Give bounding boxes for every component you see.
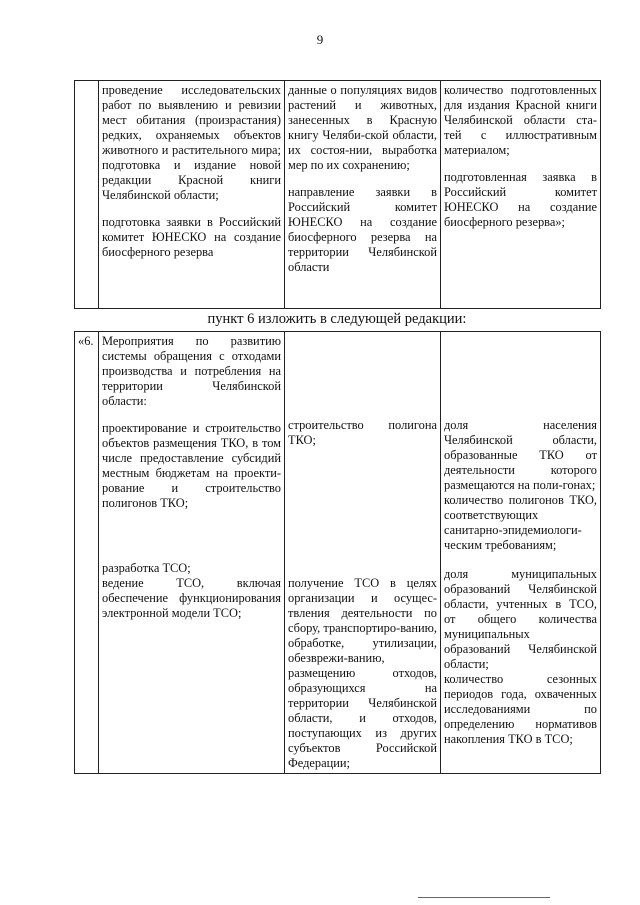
- footer-rule: [418, 897, 550, 898]
- result-item: направление заявки в Российский комитет ЮНЕСКО на создание биосферного резерва на территории Челябинской области: [288, 185, 437, 274]
- action-item: разработка ТСО; ведение ТСО, включая обеспечение функционирования электронной модели ТСО;: [102, 561, 281, 620]
- result-item: получение ТСО в целях организации и осущес-твления деятельности по сбору, транспортиро-ванию, обработке, утилизации, обезврежи-ванию, размещению отходов, образующихся на территории Челябинской области, и отходов, поступающих из других субъектов Российской Федерации;: [288, 576, 437, 770]
- measures-table-item-6: [74, 331, 601, 774]
- page-number: 9: [316, 32, 324, 47]
- result-item: строительство полигона ТКО;: [288, 418, 437, 447]
- section-heading: Мероприятия по развитию системы обращения с отходами производства и потребления на территории Челябинской области:: [102, 334, 281, 408]
- results-cell: [285, 332, 441, 774]
- row-number-cell: [75, 332, 99, 774]
- indicator-item: доля населения Челябинской области, образованные ТКО от деятельности которого размещаются на поли-гонах; количество полигонов ТКО, соответствующих санитарно-эпидемиологи-ческим требованиям;: [444, 418, 597, 552]
- result-item: данные о популяциях видов растений и животных, занесенных в Красную книгу Челяби-ской области, их состоя-нии, выработка мер по их сохранению;: [288, 83, 437, 172]
- indicator-item: количество подготовленных для издания Красной книги Челябинской области ста-тей с иллюстративным материалом;: [444, 83, 597, 157]
- table-row: [75, 332, 601, 774]
- results-cell: [285, 81, 441, 309]
- measures-table-continued: [74, 80, 601, 309]
- indicators-cell: [441, 81, 601, 309]
- indicator-item: подготовленная заявка в Российский комитет ЮНЕСКО на создание биосферного резерва»;: [444, 170, 597, 229]
- action-item: проектирование и строительство объектов размещения ТКО, в том числе предоставление субсидий местным бюджетам на проекти-рование и строительство полигонов ТКО;: [102, 421, 281, 510]
- row-number: «6.: [78, 334, 94, 348]
- actions-cell: [99, 332, 285, 774]
- indicators-cell: [441, 332, 601, 774]
- row-number-cell: [75, 81, 99, 309]
- action-item: подготовка заявки в Российский комитет ЮНЕСКО на создание биосферного резерва: [102, 215, 281, 259]
- amendment-instruction: пункт 6 изложить в следующей редакции:: [207, 311, 467, 327]
- action-item: проведение исследовательских работ по выявлению и ревизии мест обитания (произрастания) редких, охраняемых объектов животного и растительного мира; подготовка и издание новой редакции Красной книги Челябинской области;: [102, 83, 281, 202]
- actions-cell: [99, 81, 285, 309]
- table-row: [75, 81, 601, 309]
- indicator-item: доля муниципальных образований Челябинской области, учтенных в ТСО, от общего количества муниципальных образований Челябинской области; количество сезонных периодов года, охваченных исследованиями по определению нормативов накопления ТКО в ТСО;: [444, 567, 597, 746]
